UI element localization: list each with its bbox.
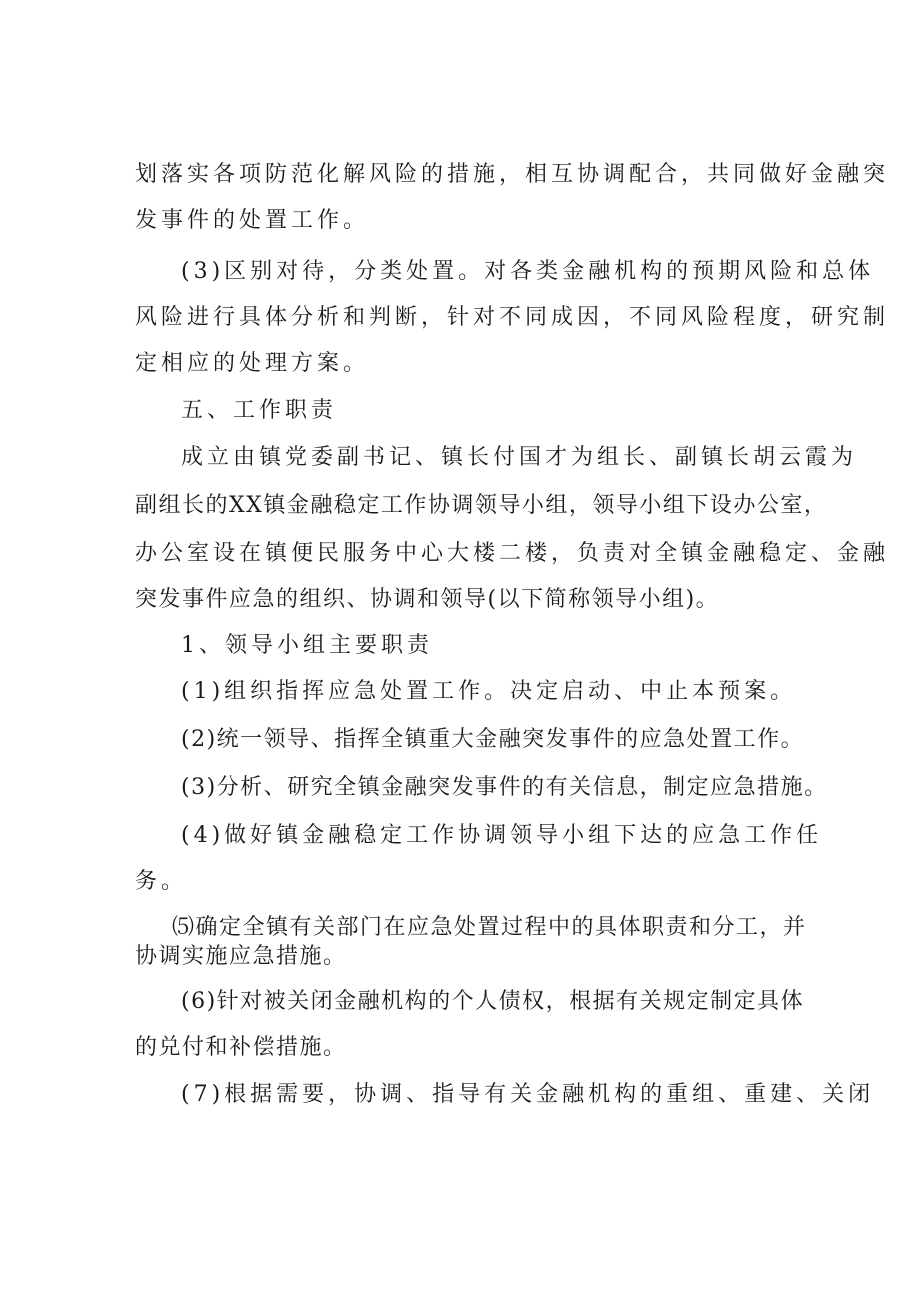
list-item: (3)分析、研究全镇金融突发事件的有关信息，制定应急措施。 xyxy=(181,775,828,800)
text-line: 成立由镇党委副书记、镇长付国才为组长、副镇长胡云霞为 xyxy=(181,445,858,470)
list-item: (2)统一领导、指挥全镇重大金融突发事件的应急处置工作。 xyxy=(181,727,805,752)
text-line: 定相应的处理方案。 xyxy=(135,351,370,376)
text-line: (3)区别对待，分类处置。对各类金融机构的预期风险和总体 xyxy=(181,259,875,284)
text-line: 发事件的处置工作。 xyxy=(135,208,370,233)
text-line: 风险进行具体分析和判断，针对不同成因，不同风险程度，研究制 xyxy=(135,305,890,330)
text-line: 副组长的XX镇金融稳定工作协调领导小组，领导小组下设办公室， xyxy=(135,493,828,518)
list-item: (6)针对被关闭金融机构的个人债权，根据有关规定制定具体 xyxy=(181,989,805,1014)
text-line: 协调实施应急措施。 xyxy=(135,944,347,969)
list-item: (4)做好镇金融稳定工作协调领导小组下达的应急工作任 xyxy=(181,823,823,848)
list-item: (7)根据需要，协调、指导有关金融机构的重组、重建、关闭 xyxy=(181,1082,875,1107)
list-item: (1)组织指挥应急处置工作。决定启动、中止本预案。 xyxy=(181,679,797,704)
text-line: 办公室设在镇便民服务中心大楼二楼，负责对全镇金融稳定、金融 xyxy=(135,541,890,566)
text-line: 务。 xyxy=(135,869,188,894)
list-item: ⑸确定全镇有关部门在应急处置过程中的具体职责和分工，并 xyxy=(172,915,807,940)
section-heading: 五、工作职责 xyxy=(181,398,338,423)
text-line: 的兑付和补偿措施。 xyxy=(135,1035,347,1060)
text-line: 划落实各项防范化解风险的措施，相互协调配合，共同做好金融突 xyxy=(135,162,890,187)
text-line: 突发事件应急的组织、协调和领导(以下简称领导小组)。 xyxy=(135,587,720,612)
sub-heading: 1、领导小组主要职责 xyxy=(181,633,433,658)
